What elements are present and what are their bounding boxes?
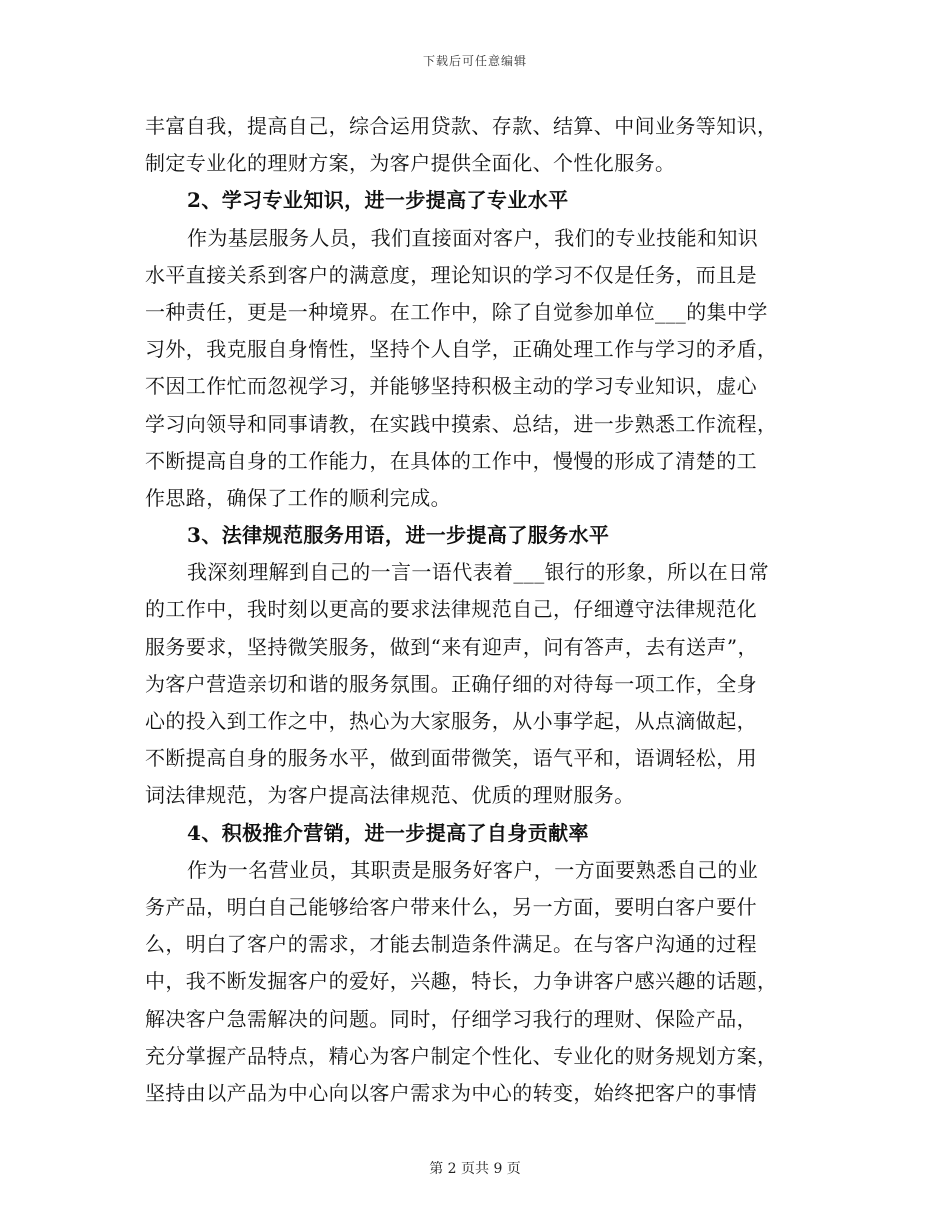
text-line: 学习向领导和同事请教，在实践中摸索、总结，进一步熟悉工作流程， [145,411,778,436]
text-line: 心的投入到工作之中，热心为大家服务，从小事学起，从点滴做起， [145,709,757,733]
page-footer: 第 2 页共 9 页 [429,1161,521,1177]
text-line: 制定专业化的理财方案，为客户提供全面化、个性化服务。 [145,151,676,176]
text-line: 我深刻理解到自己的一言一语代表着___银行的形象，所以在日常 [187,560,769,585]
text-line: 的工作中，我时刻以更高的要求法律规范自己，仔细遵守法律规范化 [145,597,757,622]
text-line: 么，明白了客户的需求，才能去制造条件满足。在与客户沟通的过程 [145,932,757,957]
text-line: 丰富自我，提高自己，综合运用贷款、存款、结算、中间业务等知识， [145,114,778,138]
section-heading: 4、积极推介营销，进一步提高了自身贡献率 [187,820,589,845]
text-line: 水平直接关系到客户的满意度，理论知识的学习不仅是任务，而且是 [145,262,757,287]
text-line: 为客户营造亲切和谐的服务氛围。正确仔细的对待每一项工作，全身 [145,671,757,696]
section-heading: 3、法律规范服务用语，进一步提高了服务水平 [187,523,610,548]
text-line: 充分掌握产品特点，精心为客户制定个性化、专业化的财务规划方案， [145,1043,778,1068]
text-line: 服务要求，坚持微笑服务，做到“来有迎声，问有答声，去有送声”， [145,634,758,659]
text-line: 作为一名营业员，其职责是服务好客户，一方面要熟悉自己的业 [187,857,759,882]
text-line: 作为基层服务人员，我们直接面对客户，我们的专业技能和知识 [187,225,759,250]
text-line: 中，我不断发掘客户的爱好，兴趣，特长，力争讲客户感兴趣的话题， [145,969,778,994]
text-line: 务产品，明白自己能够给客户带来什么，另一方面，要明白客户要什 [145,894,757,919]
text-line: 习外，我克服自身惰性，坚持个人自学，正确处理工作与学习的矛盾， [145,337,778,362]
text-line: 一种责任，更是一种境界。在工作中，除了自觉参加单位___的集中学 [145,299,768,324]
text-line: 作思路，确保了工作的顺利完成。 [145,485,451,510]
document-body [145,108,809,1112]
text-line: 坚持由以产品为中心向以客户需求为中心的转变，始终把客户的事情 [145,1080,757,1105]
section-heading: 2、学习专业知识，进一步提高了专业水平 [187,188,569,213]
text-line: 不断提高自身的服务水平，做到面带微笑，语气平和，语调轻松，用 [145,746,757,771]
text-line: 词法律规范，为客户提高法律规范、优质的理财服务。 [145,783,635,808]
text-line: 不断提高自身的工作能力，在具体的工作中，慢慢的形成了清楚的工 [145,448,757,473]
page-header: 下载后可任意编辑 [422,54,527,68]
text-line: 不因工作忙而忽视学习，并能够坚持积极主动的学习专业知识，虚心 [145,374,757,399]
text-line: 解决客户急需解决的问题。同时，仔细学习我行的理财、保险产品， [145,1006,757,1031]
